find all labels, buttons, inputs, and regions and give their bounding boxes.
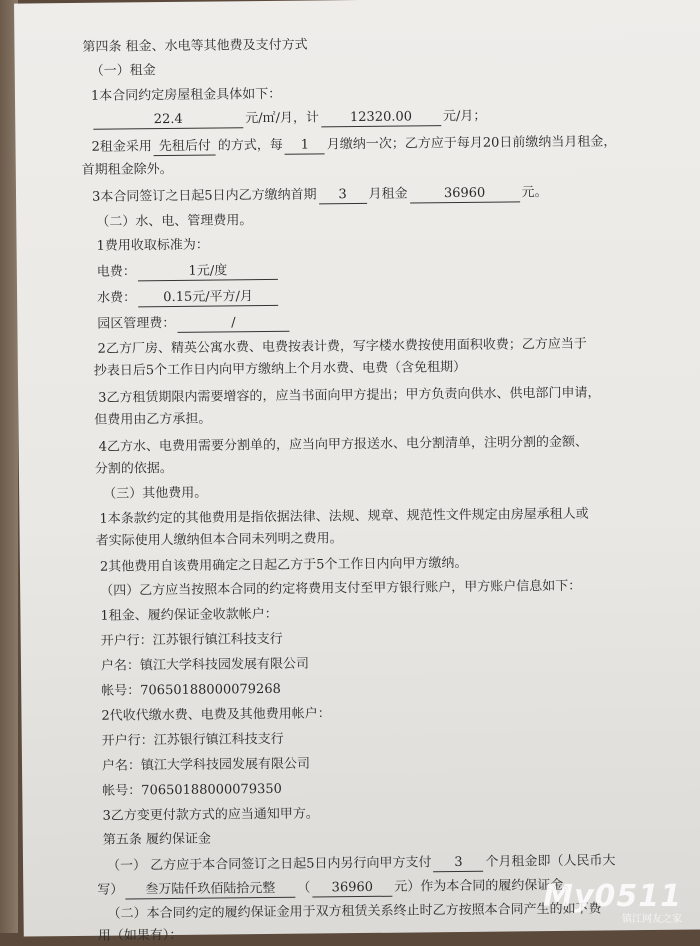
account-2-name: 户名：镇江大学科技园发展有限公司	[101, 756, 311, 774]
deposit-amount-words: 叁万陆仟玖佰陆拾元整	[125, 881, 295, 900]
payment-method-line	[91, 134, 616, 156]
metering-clause-b: 抄表日后5个工作日内向甲方缴纳上个月水费、电费（含免租期）	[93, 359, 467, 379]
deposit-amount: 36960	[312, 880, 392, 898]
site-watermark	[543, 879, 682, 925]
other-fees-payment: 2其他费用自该费用确定之日起乙方于5个工作日内向甲方缴纳。	[99, 555, 468, 575]
section-bank-accounts: （四）乙方应当按照本合同的约定将费用支付至甲方银行账户，甲方账户信息如下：	[100, 578, 582, 599]
payment-text-c: 月缴纳一次；乙方应于每月20日前缴纳当月租金，	[326, 134, 617, 153]
account-1-title: 1租金、履约保证金收款帐户：	[100, 606, 278, 624]
deposit-text-a: （一） 乙方应于本合同签订之日起5日内另行向甲方支付	[106, 855, 432, 874]
article-4-title: 第四条 租金、水电等其他费及支付方式	[82, 37, 308, 55]
management-fee: /	[177, 315, 289, 333]
electricity-label: 电费：	[96, 264, 136, 280]
first-payment-text-c: 元。	[521, 185, 548, 201]
first-payment-months: 3	[319, 187, 367, 205]
rent-monthly-amount: 12320.00	[321, 109, 441, 127]
rent-monthly-unit: 元/月；	[442, 108, 487, 125]
watermark-subtitle: 镇江网友之家	[622, 914, 682, 925]
payment-interval: 1	[285, 137, 325, 154]
water-fee: 0.15元/平方/月	[138, 289, 278, 307]
payment-method: 先租后付	[154, 139, 216, 157]
capacity-clause-a: 3乙方租赁期限内需要增容的，应当书面向甲方提出；甲方负责向供水、供电部门申请，	[98, 385, 601, 406]
first-payment-text-a: 3本合同签订之日起5日内乙方缴纳首期	[91, 187, 317, 205]
account-1-number: 帐号：70650188000079268	[101, 681, 281, 699]
first-payment-text-b: 月租金	[368, 186, 408, 202]
deposit-use-clause-a: （二）本合同约定的履约保证金用于双方租赁关系终止时乙方按照本合同产生的如下费	[107, 901, 602, 922]
watermark-logo: My0511	[543, 879, 682, 914]
account-1-bank: 开户行：江苏银行镇江科技支行	[100, 631, 283, 649]
rent-intro: 1本合同约定房屋租金具体如下：	[90, 86, 282, 104]
deposit-line-1	[107, 853, 616, 875]
section-rent: （一）租金	[90, 63, 156, 79]
management-label: 园区管理费：	[97, 315, 176, 332]
electricity-fee-line	[97, 263, 280, 282]
fee-standard-intro: 1费用收取标准为：	[96, 237, 209, 254]
article-5-title: 第五条 履约保证金	[102, 831, 211, 848]
account-2-number: 帐号：70650188000079350	[102, 781, 282, 799]
deposit-months: 3	[433, 855, 483, 873]
electricity-fee: 1元/度	[138, 263, 278, 281]
deposit-paren: （	[297, 880, 311, 896]
deposit-line-2	[97, 878, 576, 900]
payment-text-a: 2租金采用	[91, 139, 152, 155]
section-other-fees: （三）其他费用。	[103, 485, 208, 502]
split-bill-clause-a: 4乙方水、电费用需要分割单的，应当向甲方报送水、电分割清单，注明分割的金额、	[98, 434, 589, 455]
rent-detail-line	[91, 109, 486, 130]
deposit-text-b: 个月租金即（人民币大	[485, 853, 616, 870]
payment-text-b: 的方式，每	[217, 137, 283, 154]
deposit-use-clause-b: 用（如果有）：	[97, 927, 183, 944]
section-utilities: （二）水、电、管理费用。	[96, 213, 253, 230]
first-payment-amount: 36960	[410, 185, 520, 203]
other-fees-clause-b: 者实际使用人缴纳但本合同未列明之费用。	[95, 531, 343, 549]
water-fee-line	[97, 289, 280, 308]
first-payment-line	[92, 185, 548, 207]
payment-text-d: 首期租金除外。	[81, 161, 173, 178]
other-fees-clause-a: 1本条款约定的其他费用是指依据法律、法规、规章、规范性文件规定由房屋承租人或	[99, 506, 589, 527]
contract-page	[14, 0, 700, 944]
metering-clause-a: 2乙方厂房、精英公寓水费、电费按表计费，写字楼水费按使用面积收费；乙方应当于	[97, 336, 587, 357]
account-2-bank: 开户行：江苏银行镇江科技支行	[101, 731, 284, 749]
rent-unit-price: 22.4	[93, 111, 243, 130]
account-2-title: 2代收代缴水费、电费及其他费用帐户：	[101, 706, 331, 724]
payment-change-clause: 3乙方变更付款方式的应当通知甲方。	[102, 806, 319, 824]
capacity-clause-b: 但费用由乙方承担。	[94, 411, 212, 428]
deposit-text-c: 写）	[97, 882, 124, 898]
water-label: 水费：	[97, 290, 137, 306]
management-fee-line	[97, 315, 291, 334]
split-bill-clause-b: 分割的依据。	[94, 460, 173, 477]
deposit-text-d: 元）作为本合同的履约保证金。	[394, 877, 577, 895]
rent-unit-text: 元/㎡/月，计	[245, 110, 320, 127]
account-1-name: 户名：镇江大学科技园发展有限公司	[100, 656, 310, 674]
